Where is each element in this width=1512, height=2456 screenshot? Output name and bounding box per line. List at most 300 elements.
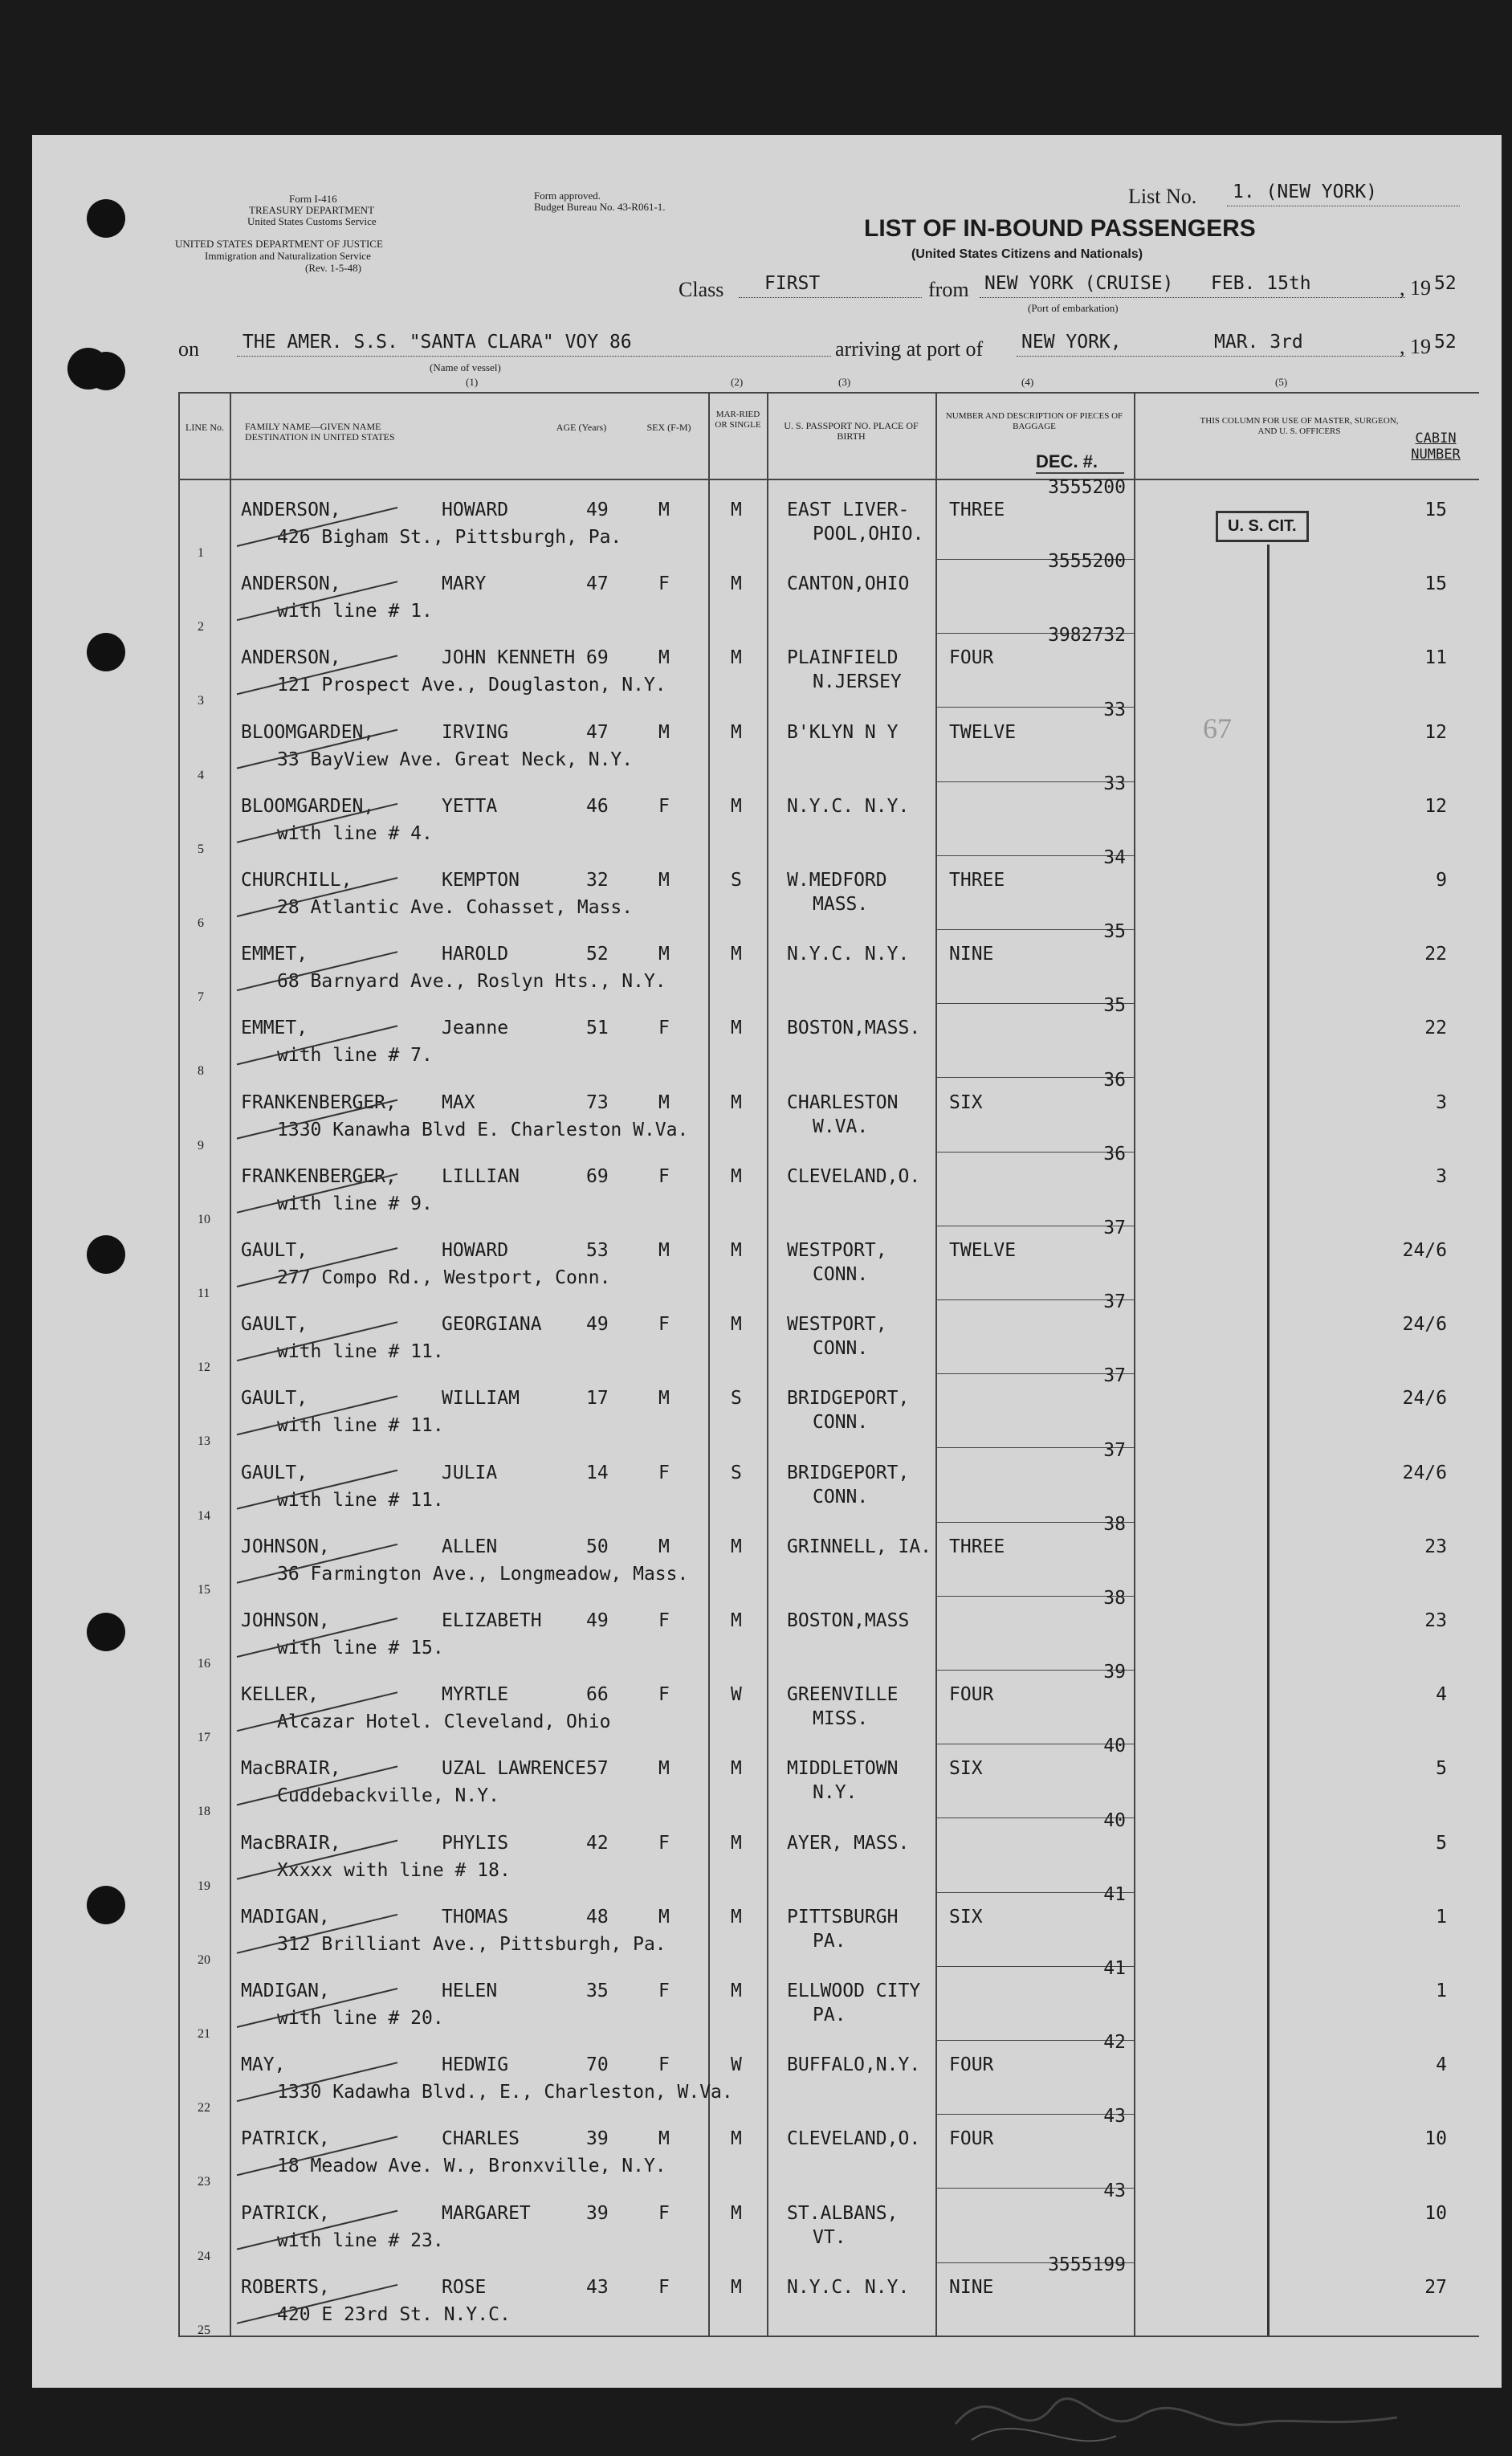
given-name: MAX xyxy=(442,1091,475,1113)
dec-number: 40 xyxy=(1103,1809,1126,1831)
given-name: HELEN xyxy=(442,1981,498,2001)
line-number: 13 xyxy=(198,1434,210,1449)
header-married: MAR-RIED OR SINGLE xyxy=(715,410,761,430)
arrival-year: 52 xyxy=(1434,332,1457,353)
pencil-check-mark xyxy=(237,1396,397,1434)
pencil-check-mark xyxy=(237,1248,397,1287)
birthplace-line-2: CONN. xyxy=(813,1338,869,1360)
family-name: KELLER, xyxy=(241,1684,319,1706)
port-of-embarkation-note: (Port of embarkation) xyxy=(1028,302,1119,314)
dec-number: 41 xyxy=(1103,1883,1126,1905)
birthplace-line-1: GRINNELL, IA. xyxy=(787,1536,932,1557)
sex: M xyxy=(658,721,670,743)
cabin-number: 27 xyxy=(1424,2276,1447,2298)
destination: 36 Farmington Ave., Longmeadow, Mass. xyxy=(277,1563,689,1585)
form-number: Form I-416 xyxy=(289,193,337,205)
given-name: GEORGIANA xyxy=(442,1314,542,1336)
birthplace-line-2: MASS. xyxy=(813,894,869,915)
marital-status: M xyxy=(731,2276,742,2298)
sex: M xyxy=(658,1388,670,1410)
age: 51 xyxy=(586,1018,609,1039)
family-name: MADIGAN, xyxy=(241,1906,330,1928)
dec-number: 42 xyxy=(1103,2032,1126,2054)
given-name: IRVING xyxy=(442,721,509,743)
margin-note: 67 xyxy=(1203,712,1232,745)
marital-status: M xyxy=(731,1906,742,1928)
pencil-check-mark xyxy=(237,1692,397,1731)
pencil-check-mark xyxy=(237,1100,397,1139)
birthplace-line-2: W.VA. xyxy=(813,1116,869,1137)
destination: 426 Bigham St., Pittsburgh, Pa. xyxy=(277,527,622,548)
line-number: 1 xyxy=(198,546,204,560)
birthplace-line-1: AYER, MASS. xyxy=(787,1832,910,1854)
baggage-count: THREE xyxy=(949,500,1005,520)
pencil-check-mark xyxy=(237,1618,397,1657)
marital-status: M xyxy=(731,1165,742,1187)
dec-number: 38 xyxy=(1103,1513,1126,1535)
age: 53 xyxy=(586,1240,609,1261)
header-sex: SEX (F-M) xyxy=(646,422,691,433)
marital-status: M xyxy=(731,1240,742,1261)
destination: with line # 20. xyxy=(277,2008,444,2029)
line-number: 25 xyxy=(198,2323,210,2337)
baggage-count: FOUR xyxy=(949,647,994,669)
line-number: 8 xyxy=(198,1064,204,1079)
age: 47 xyxy=(586,573,609,595)
marital-status: M xyxy=(731,1832,742,1854)
birthplace-line-1: BRIDGEPORT, xyxy=(787,1388,910,1410)
given-name: MARY xyxy=(442,573,487,595)
destination: 68 Barnyard Ave., Roslyn Hts., N.Y. xyxy=(277,971,666,993)
destination: 420 E 23rd St. N.Y.C. xyxy=(277,2303,511,2325)
birthplace-line-1: B'KLYN N Y xyxy=(787,721,899,743)
family-name: ANDERSON, xyxy=(241,500,341,520)
birthplace-line-1: N.Y.C. N.Y. xyxy=(787,944,910,965)
line-number: 3 xyxy=(198,694,204,708)
birthplace-line-1: BOSTON,MASS xyxy=(787,1610,910,1631)
cabin-number: 9 xyxy=(1436,870,1447,891)
cabin-number: 1 xyxy=(1436,1981,1447,2001)
given-name: HAROLD xyxy=(442,944,509,965)
cabin-number: 5 xyxy=(1436,1832,1447,1854)
marital-status: M xyxy=(731,795,742,817)
pencil-check-mark xyxy=(237,1174,397,1213)
birthplace-line-1: ELLWOOD CITY xyxy=(787,1981,921,2001)
destination: with line # 11. xyxy=(277,1489,444,1511)
justice-dept: UNITED STATES DEPARTMENT OF JUSTICE xyxy=(175,238,383,250)
cabin-number: 12 xyxy=(1424,795,1447,817)
baggage-count: SIX xyxy=(949,1906,983,1928)
baggage-count: NINE xyxy=(949,2276,994,2298)
us-citizen-stamp: U. S. CIT. xyxy=(1216,511,1309,542)
birthplace-line-1: BOSTON,MASS. xyxy=(787,1018,921,1039)
destination: 18 Meadow Ave. W., Bronxville, N.Y. xyxy=(277,2156,666,2177)
cabin-number: 12 xyxy=(1424,721,1447,743)
birthplace-line-2: PA. xyxy=(813,2005,846,2026)
destination: Alcazar Hotel. Cleveland, Ohio xyxy=(277,1711,611,1733)
baggage-count: TWELVE xyxy=(949,1240,1017,1261)
line-number: 20 xyxy=(198,1952,210,1967)
destination: with line # 11. xyxy=(277,1415,444,1437)
line-number: 10 xyxy=(198,1212,210,1226)
line-number: 19 xyxy=(198,1879,210,1893)
from-year: 52 xyxy=(1434,273,1457,294)
page-subtitle: (United States Citizens and Nationals) xyxy=(911,247,1143,261)
birthplace-line-1: WESTPORT, xyxy=(787,1314,887,1336)
family-name: BLOOMGARDEN, xyxy=(241,721,375,743)
sex: F xyxy=(658,1832,670,1854)
cabin-number: 23 xyxy=(1424,1536,1447,1557)
family-name: EMMET, xyxy=(241,1018,308,1039)
family-name: GAULT, xyxy=(241,1462,308,1483)
dec-number: 33 xyxy=(1103,699,1126,720)
destination: with line # 11. xyxy=(277,1341,444,1363)
baggage-count: THREE xyxy=(949,870,1005,891)
baggage-count: SIX xyxy=(949,1091,983,1113)
pencil-check-mark xyxy=(237,2062,397,2101)
cabin-number: 3 xyxy=(1436,1091,1447,1113)
line-number: 6 xyxy=(198,916,204,930)
line-number: 5 xyxy=(198,842,204,856)
on-label: on xyxy=(178,337,199,361)
destination: with line # 15. xyxy=(277,1638,444,1658)
age: 57 xyxy=(586,1758,609,1780)
line-number: 14 xyxy=(198,1508,210,1523)
sex: M xyxy=(658,1091,670,1113)
sex: M xyxy=(658,647,670,669)
line-number: 2 xyxy=(198,620,204,634)
dec-number: 3555199 xyxy=(1048,2254,1126,2275)
age: 35 xyxy=(586,1981,609,2001)
col-num-4: (4) xyxy=(1021,376,1034,388)
pencil-check-mark xyxy=(237,804,397,842)
marital-status: M xyxy=(731,944,742,965)
destination: Cuddebackville, N.Y. xyxy=(277,1785,499,1807)
sex: F xyxy=(658,795,670,817)
birthplace-line-1: CHARLESTON xyxy=(787,1091,899,1113)
pencil-check-mark xyxy=(237,1989,397,2027)
given-name: PHYLIS xyxy=(442,1832,509,1854)
destination: 1330 Kadawha Blvd., E., Charleston, W.Va. xyxy=(277,2082,733,2103)
manifest-page xyxy=(32,135,1502,2388)
cabin-number: 5 xyxy=(1436,1758,1447,1780)
given-name: HEDWIG xyxy=(442,2054,509,2076)
class-value: FIRST xyxy=(764,273,821,294)
family-name: ANDERSON, xyxy=(241,647,341,669)
pencil-check-mark xyxy=(237,1841,397,1879)
birthplace-line-2: CONN. xyxy=(813,1486,869,1507)
family-name: GAULT, xyxy=(241,1388,308,1410)
pencil-check-mark xyxy=(237,508,397,546)
header-passport: U. S. PASSPORT NO. PLACE OF BIRTH xyxy=(784,420,919,442)
baggage-count: FOUR xyxy=(949,2128,994,2150)
dec-number: 43 xyxy=(1103,2180,1126,2201)
from-value: NEW YORK (CRUISE) xyxy=(984,273,1174,294)
immigration-service: Immigration and Naturalization Service xyxy=(205,250,371,262)
birthplace-line-1: CLEVELAND,O. xyxy=(787,1165,921,1187)
sex: M xyxy=(658,2128,670,2150)
treasury-dept: TREASURY DEPARTMENT xyxy=(249,204,375,216)
family-name: JOHNSON, xyxy=(241,1536,330,1557)
age: 46 xyxy=(586,795,609,817)
age: 42 xyxy=(586,1832,609,1854)
given-name: HOWARD xyxy=(442,1240,509,1261)
dec-number: 36 xyxy=(1103,1069,1126,1091)
given-name: JOHN KENNETH xyxy=(442,647,576,669)
dec-number: 40 xyxy=(1103,1736,1126,1757)
birthplace-line-1: EAST LIVER- xyxy=(787,500,910,520)
birthplace-line-1: CANTON,OHIO xyxy=(787,573,910,595)
birthplace-line-1: BUFFALO,N.Y. xyxy=(787,2054,921,2076)
sex: F xyxy=(658,1610,670,1631)
list-no-value: 1. (NEW YORK) xyxy=(1233,182,1378,202)
dec-number: 35 xyxy=(1103,995,1126,1017)
form-approved: Form approved. xyxy=(534,190,601,202)
birthplace-line-1: MIDDLETOWN xyxy=(787,1758,899,1780)
line-number: 18 xyxy=(198,1805,210,1819)
arrival-port: NEW YORK, xyxy=(1021,332,1122,353)
line-number: 16 xyxy=(198,1657,210,1671)
cabin-number: 11 xyxy=(1424,647,1447,669)
age: 49 xyxy=(586,1314,609,1336)
pencil-check-mark xyxy=(237,655,397,694)
line-number: 11 xyxy=(198,1287,210,1300)
dec-number: 41 xyxy=(1103,1958,1126,1979)
age: 43 xyxy=(586,2276,609,2298)
destination: 33 BayView Ave. Great Neck, N.Y. xyxy=(277,749,634,770)
cabin-number: 4 xyxy=(1436,2054,1447,2076)
sex: F xyxy=(658,2276,670,2298)
list-no-label: List No. xyxy=(1128,185,1197,208)
header-dec: DEC. #. xyxy=(1036,451,1098,471)
line-number: 24 xyxy=(198,2249,210,2263)
given-name: WILLIAM xyxy=(442,1388,520,1410)
pencil-check-mark xyxy=(237,2136,397,2175)
given-name: ROSE xyxy=(442,2276,487,2298)
birthplace-line-1: BRIDGEPORT, xyxy=(787,1462,910,1483)
line-number: 15 xyxy=(198,1582,210,1597)
header-officers: THIS COLUMN FOR USE OF MASTER, SURGEON, AND U. S. OFFICERS xyxy=(1200,416,1399,436)
cabin-number: 24/6 xyxy=(1402,1462,1447,1483)
baggage-count: THREE xyxy=(949,1536,1005,1557)
sex: M xyxy=(658,1240,670,1261)
sex: F xyxy=(658,1018,670,1039)
birthplace-line-1: PLAINFIELD xyxy=(787,647,899,669)
header-line-no: LINE No. xyxy=(185,422,224,433)
dec-number: 35 xyxy=(1103,921,1126,943)
header-name: FAMILY NAME—GIVEN NAME DESTINATION IN UNITED STATES xyxy=(245,421,395,443)
budget-bureau: Budget Bureau No. 43-R061-1. xyxy=(534,201,666,213)
destination: 121 Prospect Ave., Douglaston, N.Y. xyxy=(277,675,666,696)
dec-number: 37 xyxy=(1103,1439,1126,1461)
cabin-number: 15 xyxy=(1424,573,1447,595)
family-name: PATRICK, xyxy=(241,2128,330,2150)
age: 17 xyxy=(586,1388,609,1410)
birthplace-line-2: CONN. xyxy=(813,1412,869,1434)
sex: F xyxy=(658,1981,670,2001)
given-name: YETTA xyxy=(442,795,498,817)
marital-status: W xyxy=(731,1684,742,1706)
pencil-check-mark xyxy=(237,581,397,620)
col-num-1: (1) xyxy=(466,376,479,388)
sex: F xyxy=(658,1684,670,1706)
given-name: JULIA xyxy=(442,1462,498,1483)
age: 39 xyxy=(586,2202,609,2224)
birthplace-line-1: N.Y.C. N.Y. xyxy=(787,2276,910,2298)
given-name: LILLIAN xyxy=(442,1165,520,1187)
pencil-marks xyxy=(32,135,1502,2388)
birthplace-line-2: VT. xyxy=(813,2226,846,2248)
age: 14 xyxy=(586,1462,609,1483)
destination: with line # 23. xyxy=(277,2230,444,2251)
pencil-check-mark xyxy=(237,730,397,769)
family-name: PATRICK, xyxy=(241,2202,330,2224)
line-number: 17 xyxy=(198,1731,210,1745)
pencil-check-mark xyxy=(237,1471,397,1509)
marital-status: S xyxy=(731,870,742,891)
cabin-number: 10 xyxy=(1424,2128,1447,2150)
cabin-number: 3 xyxy=(1436,1165,1447,1187)
vessel-name: THE AMER. S.S. "SANTA CLARA" VOY 86 xyxy=(242,332,632,353)
baggage-count: FOUR xyxy=(949,2054,994,2076)
given-name: THOMAS xyxy=(442,1906,509,1928)
given-name: MARGARET xyxy=(442,2202,531,2224)
cabin-number: 24/6 xyxy=(1402,1240,1447,1261)
destination: with line # 9. xyxy=(277,1193,433,1214)
given-name: Jeanne xyxy=(442,1018,509,1039)
marital-status: M xyxy=(731,647,742,669)
col-num-3: (3) xyxy=(838,376,851,388)
given-name: UZAL LAWRENCE xyxy=(442,1758,587,1780)
given-name: MYRTLE xyxy=(442,1684,509,1706)
birthplace-line-1: CLEVELAND,O. xyxy=(787,2128,921,2150)
family-name: MAY, xyxy=(241,2054,286,2076)
birthplace-line-2: MISS. xyxy=(813,1708,869,1730)
age: 50 xyxy=(586,1536,609,1557)
family-name: MADIGAN, xyxy=(241,1981,330,2001)
family-name: MacBRAIR, xyxy=(241,1832,341,1854)
age: 66 xyxy=(586,1684,609,1706)
destination: 312 Brilliant Ave., Pittsburgh, Pa. xyxy=(277,1933,666,1955)
cabin-number: 22 xyxy=(1424,1018,1447,1039)
age: 48 xyxy=(586,1906,609,1928)
dec-number: 38 xyxy=(1103,1588,1126,1609)
pencil-check-mark xyxy=(237,952,397,990)
marital-status: M xyxy=(731,721,742,743)
cabin-number: 24/6 xyxy=(1402,1314,1447,1336)
birthplace-line-2: CONN. xyxy=(813,1264,869,1285)
family-name: BLOOMGARDEN, xyxy=(241,795,375,817)
birthplace-line-2: N.JERSEY xyxy=(813,671,902,693)
birthplace-line-2: PA. xyxy=(813,1930,846,1952)
pencil-check-mark xyxy=(237,2285,397,2323)
family-name: ANDERSON, xyxy=(241,573,341,595)
given-name: ALLEN xyxy=(442,1536,498,1557)
family-name: EMMET, xyxy=(241,944,308,965)
marital-status: W xyxy=(731,2054,742,2076)
line-number: 12 xyxy=(198,1361,210,1375)
marital-status: M xyxy=(731,1981,742,2001)
given-name: KEMPTON xyxy=(442,870,520,891)
dec-number: 43 xyxy=(1103,2106,1126,2128)
customs-service: United States Customs Service xyxy=(247,215,377,227)
family-name: MacBRAIR, xyxy=(241,1758,341,1780)
dec-number: 37 xyxy=(1103,1291,1126,1313)
birthplace-line-1: W.MEDFORD xyxy=(787,870,887,891)
age: 47 xyxy=(586,721,609,743)
marital-status: M xyxy=(731,1018,742,1039)
destination: with line # 1. xyxy=(277,601,433,622)
col-num-5: (5) xyxy=(1275,376,1288,388)
dec-number: 33 xyxy=(1103,773,1126,794)
age: 69 xyxy=(586,1165,609,1187)
header-cabin: CABIN NUMBER xyxy=(1411,430,1461,463)
arrival-year-prefix: , 19 xyxy=(1400,335,1431,358)
age: 49 xyxy=(586,500,609,520)
pencil-check-mark xyxy=(237,1026,397,1064)
baggage-count: FOUR xyxy=(949,1684,994,1706)
age: 39 xyxy=(586,2128,609,2150)
cabin-number: 24/6 xyxy=(1402,1388,1447,1410)
family-name: JOHNSON, xyxy=(241,1610,330,1631)
destination: 28 Atlantic Ave. Cohasset, Mass. xyxy=(277,897,634,918)
baggage-count: SIX xyxy=(949,1758,983,1780)
sex: M xyxy=(658,1536,670,1557)
header-age: AGE (Years) xyxy=(556,422,607,433)
line-number: 4 xyxy=(198,768,204,782)
age: 49 xyxy=(586,1610,609,1631)
destination: 277 Compo Rd., Westport, Conn. xyxy=(277,1267,611,1288)
marital-status: M xyxy=(731,573,742,595)
baggage-count: TWELVE xyxy=(949,721,1017,743)
sex: M xyxy=(658,1906,670,1928)
cabin-number: 4 xyxy=(1436,1684,1447,1706)
destination: with line # 7. xyxy=(277,1045,433,1067)
marital-status: M xyxy=(731,1536,742,1557)
dec-number: 39 xyxy=(1103,1662,1126,1683)
dec-number: 37 xyxy=(1103,1365,1126,1387)
birthplace-line-2: POOL,OHIO. xyxy=(813,524,924,545)
family-name: ROBERTS, xyxy=(241,2276,330,2298)
destination: with line # 4. xyxy=(277,822,433,844)
birthplace-line-1: ST.ALBANS, xyxy=(787,2202,899,2224)
from-label: from xyxy=(928,278,969,301)
form-revision: (Rev. 1-5-48) xyxy=(305,262,361,274)
sex: F xyxy=(658,1314,670,1336)
line-number: 23 xyxy=(198,2175,210,2189)
age: 32 xyxy=(586,870,609,891)
marital-status: M xyxy=(731,1758,742,1780)
age: 73 xyxy=(586,1091,609,1113)
pencil-check-mark xyxy=(237,2211,397,2250)
class-label: Class xyxy=(679,278,724,301)
birthplace-line-2: N.Y. xyxy=(813,1782,858,1804)
age: 52 xyxy=(586,944,609,965)
family-name: GAULT, xyxy=(241,1240,308,1261)
dec-number: 34 xyxy=(1103,847,1126,868)
sex: M xyxy=(658,500,670,520)
pencil-check-mark xyxy=(237,1322,397,1361)
birthplace-line-1: N.Y.C. N.Y. xyxy=(787,795,910,817)
vessel-name-note: (Name of vessel) xyxy=(430,361,501,373)
line-number: 9 xyxy=(198,1138,204,1153)
marital-status: M xyxy=(731,1610,742,1631)
destination: 1330 Kanawha Blvd E. Charleston W.Va. xyxy=(277,1119,689,1140)
sex: M xyxy=(658,1758,670,1780)
cabin-number: 1 xyxy=(1436,1906,1447,1928)
family-name: CHURCHILL, xyxy=(241,870,353,891)
age: 69 xyxy=(586,647,609,669)
